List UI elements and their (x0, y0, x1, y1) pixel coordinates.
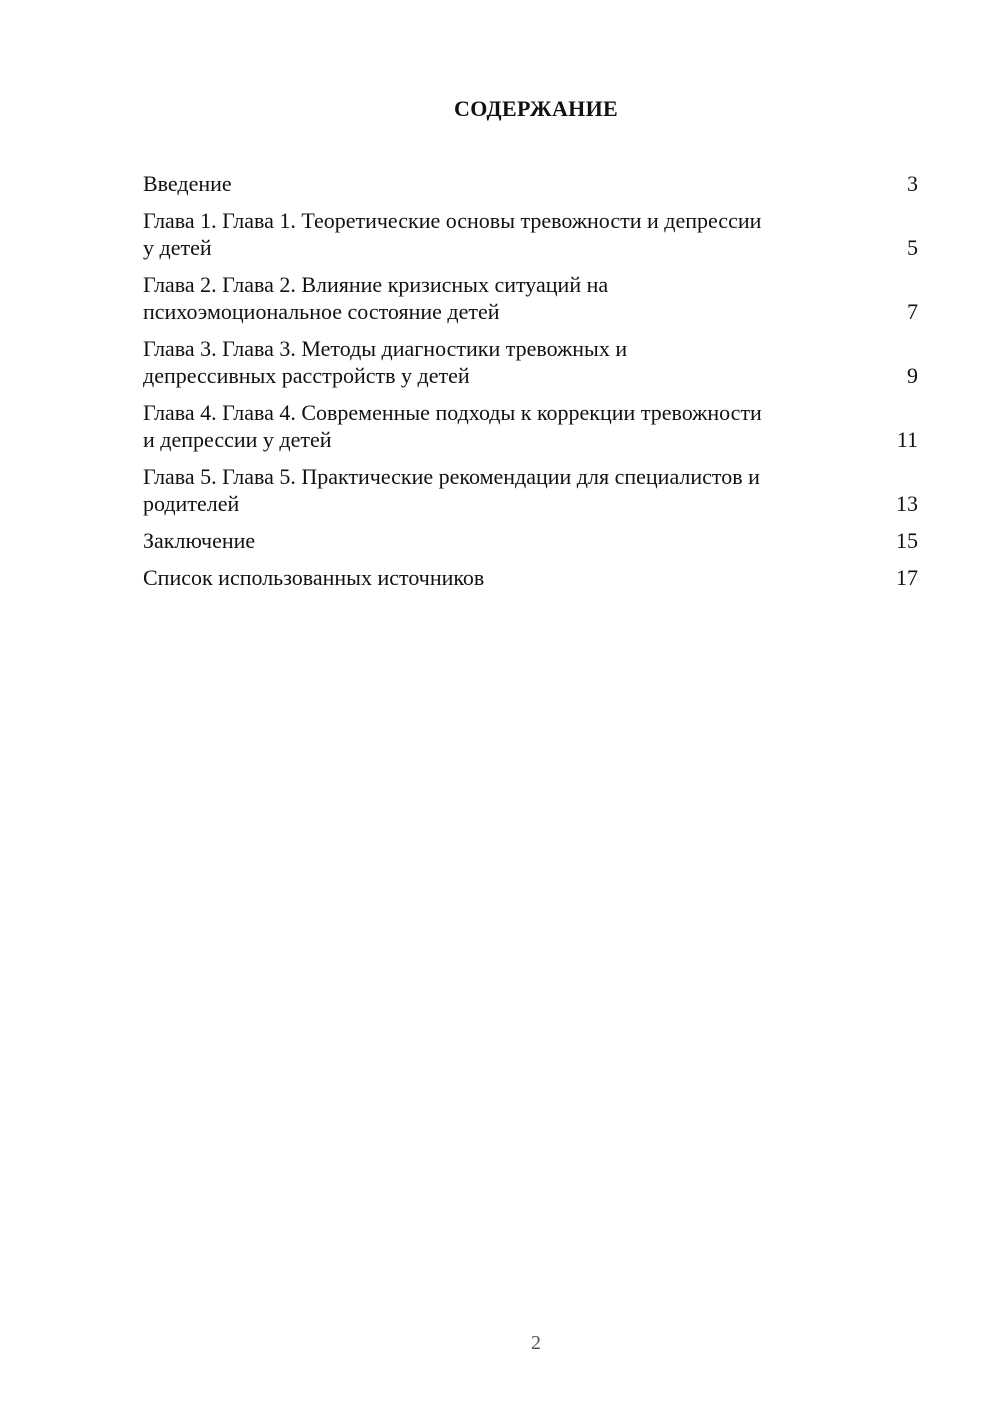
page-number: 2 (531, 1332, 541, 1354)
toc-entry-chapter-4[interactable] (143, 399, 918, 453)
toc-entry-introduction[interactable] (143, 170, 918, 197)
toc-entry-chapter-1[interactable] (143, 207, 918, 261)
toc-entry-page: 7 (907, 299, 918, 324)
toc-entry-references[interactable] (143, 564, 918, 591)
toc-entry-text: Список использованных источников (143, 565, 485, 590)
toc-entry-chapter-5[interactable] (143, 463, 918, 517)
toc-entry-text: Глава 3. Глава 3. Методы диагностики тревожных и депрессивных расстройств у детей (143, 336, 628, 388)
toc-entry-text: Глава 1. Глава 1. Теоретические основы тревожности и депрессии у детей (143, 208, 762, 260)
toc-entry-page: 5 (907, 235, 918, 260)
toc-entry-chapter-2[interactable] (143, 271, 918, 325)
toc-entry-text: Глава 5. Глава 5. Практические рекомендации для специалистов и родителей (143, 464, 760, 516)
toc-entry-page: 13 (896, 491, 918, 516)
toc-entry-page: 3 (907, 171, 918, 196)
toc-entry-page: 9 (907, 363, 918, 388)
toc-entry-chapter-3[interactable] (143, 335, 918, 389)
toc-entry-text: Введение (143, 171, 232, 196)
table-of-contents (143, 170, 918, 601)
toc-entry-text: Глава 4. Глава 4. Современные подходы к коррекции тревожности и депрессии у детей (143, 400, 762, 452)
toc-entry-text: Заключение (143, 528, 256, 553)
toc-entry-page: 11 (896, 427, 918, 452)
toc-entry-conclusion[interactable] (143, 527, 918, 554)
toc-entry-page: 15 (896, 528, 918, 553)
page-title: СОДЕРЖАНИЕ (454, 96, 618, 121)
toc-entry-page: 17 (896, 565, 918, 590)
toc-entry-text: Глава 2. Глава 2. Влияние кризисных ситуаций на психоэмоциональное состояние детей (143, 272, 609, 324)
